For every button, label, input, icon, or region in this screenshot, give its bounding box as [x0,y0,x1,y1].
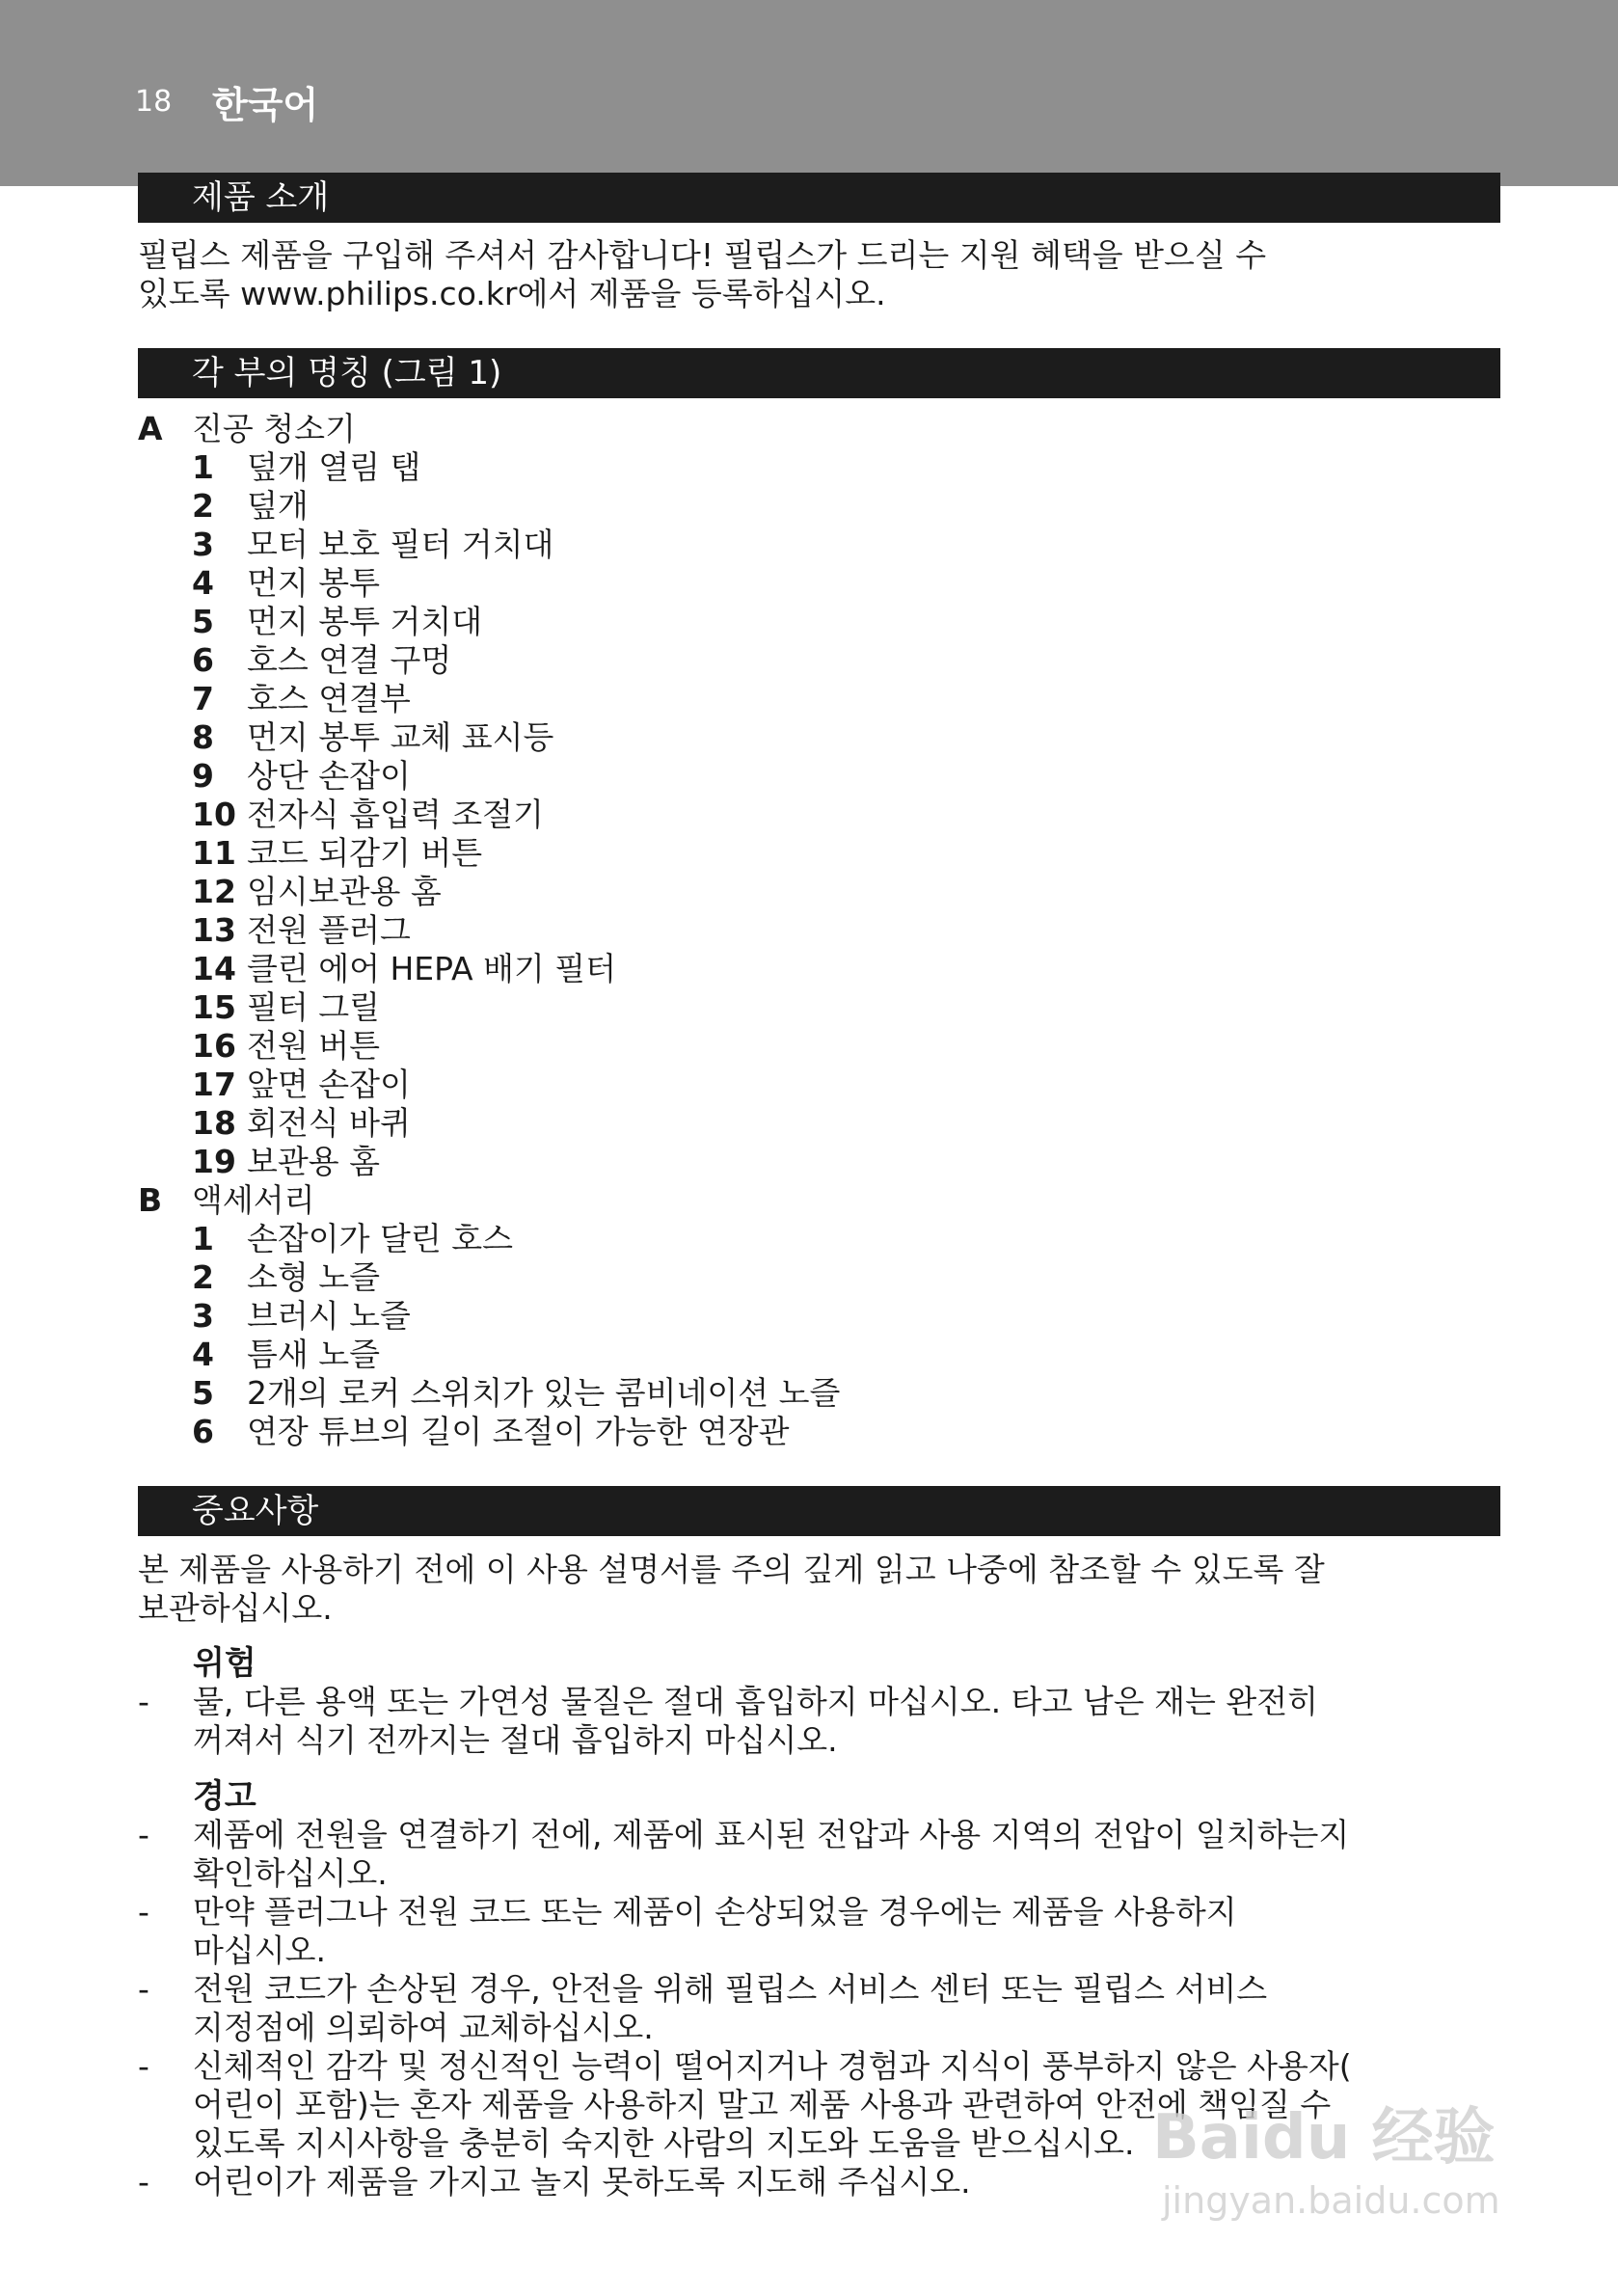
item-label: 보관용 홈 [247,1143,381,1180]
item-label: 회전식 바퀴 [247,1104,411,1142]
item-label: 전원 플러그 [247,911,411,949]
item-number: 5 [192,603,214,640]
item-number: 2 [192,487,214,525]
item-label: 임시보관용 홈 [247,873,442,910]
intro-line: 있도록 www.philips.co.kr에서 제품을 등록하십시오. [138,275,886,312]
item-number: 17 [192,1066,236,1103]
bullet-marker: - [138,1816,149,1853]
bullet-text [193,1816,1507,1893]
list-item [138,1297,1488,1336]
bullet-text [193,1970,1507,2047]
list-item [138,680,1488,718]
watermark-brand: Baidu 经验 [1152,2102,1496,2174]
intro-paragraph [138,236,1507,313]
watermark-url: jingyan.baidu.com [1162,2179,1500,2222]
item-label: 소형 노즐 [247,1258,381,1296]
parts-group-b [138,1181,1488,1220]
list-item [138,487,1488,526]
item-label: 연장 튜브의 길이 조절이 가능한 연장관 [247,1413,790,1450]
item-number: 11 [192,834,236,872]
section-heading-important: 중요사항 [138,1486,1500,1536]
bullet-item [138,1816,1507,1893]
item-number: 19 [192,1143,236,1180]
list-item [138,911,1488,950]
bullet-line: 지정점에 의뢰하여 교체하십시오. [193,2009,654,2046]
item-number: 1 [192,448,214,486]
item-label: 클린 에어 HEPA 배기 필터 [247,950,617,987]
bullet-marker: - [138,2163,149,2201]
bullet-marker: - [138,1970,149,2008]
list-item [138,834,1488,873]
bullet-line: 제품에 전원을 연결하기 전에, 제품에 표시된 전압과 사용 지역의 전압이 일치하는지 [193,1816,1350,1853]
section-heading-intro: 제품 소개 [138,173,1500,223]
important-line: 본 제품을 사용하기 전에 이 사용 설명서를 주의 깊게 읽고 나중에 참조할 수 있도록 잘 [138,1551,1325,1588]
group-letter: A [138,410,163,447]
list-item [138,1143,1488,1181]
item-label: 필터 그릴 [247,988,381,1026]
list-item [138,1220,1488,1258]
parts-list [138,410,1488,1451]
language-title: 한국어 [212,84,319,126]
bullet-item [138,1683,1507,1760]
list-item [138,873,1488,911]
item-label: 호스 연결 구멍 [247,641,452,679]
list-item [138,1066,1488,1104]
item-label: 틈새 노즐 [247,1336,381,1373]
warning-heading: 경고 [193,1777,256,1816]
list-item [138,950,1488,988]
parts-group-a [138,410,1488,448]
bullet-line: 신체적인 감각 및 정신적인 능력이 떨어지거나 경험과 지식이 풍부하지 않은 사용자( [193,2047,1352,2085]
bullet-line: 꺼져서 식기 전까지는 절대 흡입하지 마십시오. [193,1721,838,1759]
item-number: 16 [192,1027,236,1065]
item-number: 2 [192,1258,214,1296]
list-item [138,1413,1488,1451]
item-number: 18 [192,1104,236,1142]
item-label: 먼지 봉투 거치대 [247,603,483,640]
list-item [138,448,1488,487]
item-number: 4 [192,564,214,602]
group-label: 액세서리 [192,1181,315,1219]
bullet-line: 마십시오. [193,1931,327,1969]
list-item [138,757,1488,796]
bullet-line: 있도록 지시사항을 충분히 숙지한 사람의 지도와 도움을 받으십시오. [193,2124,1135,2162]
item-number: 3 [192,1297,214,1335]
item-number: 9 [192,757,214,795]
item-number: 4 [192,1336,214,1373]
group-letter: B [138,1181,163,1219]
item-number: 14 [192,950,236,987]
list-item [138,718,1488,757]
bullet-line: 전원 코드가 손상된 경우, 안전을 위해 필립스 서비스 센터 또는 필립스 서비스 [193,1970,1268,2008]
bullet-item [138,1893,1507,1970]
bullet-marker: - [138,1683,149,1720]
item-number: 7 [192,680,214,717]
item-number: 13 [192,911,236,949]
bullet-item [138,1970,1507,2047]
item-label: 손잡이가 달린 호스 [247,1220,514,1257]
list-item [138,603,1488,641]
list-item [138,526,1488,564]
bullet-marker: - [138,2047,149,2085]
page-number: 18 [135,85,173,119]
list-item [138,1258,1488,1297]
bullet-line: 어린이 포함)는 혼자 제품을 사용하지 말고 제품 사용과 관련하여 안전에 책임질 수 [193,2086,1332,2123]
list-item [138,564,1488,603]
item-number: 1 [192,1220,214,1257]
item-label: 모터 보호 필터 거치대 [247,526,554,563]
danger-heading: 위험 [193,1644,256,1683]
item-number: 15 [192,988,236,1026]
item-label: 전자식 흡입력 조절기 [247,796,544,833]
important-paragraph [138,1551,1507,1628]
list-item [138,1336,1488,1374]
list-item [138,796,1488,834]
item-label: 2개의 로커 스위치가 있는 콤비네이션 노즐 [247,1374,841,1412]
item-number: 6 [192,641,214,679]
item-label: 상단 손잡이 [247,757,411,795]
list-item [138,1374,1488,1413]
list-item [138,641,1488,680]
group-label: 진공 청소기 [192,410,356,447]
bullet-line: 만약 플러그나 전원 코드 또는 제품이 손상되었을 경우에는 제품을 사용하지 [193,1893,1237,1931]
item-label: 먼지 봉투 [247,564,381,602]
item-label: 덮개 [247,487,309,525]
item-number: 6 [192,1413,214,1450]
item-number: 10 [192,796,236,833]
list-item [138,988,1488,1027]
item-number: 8 [192,718,214,756]
item-number: 5 [192,1374,214,1412]
item-label: 먼지 봉투 교체 표시등 [247,718,554,756]
item-label: 앞면 손잡이 [247,1066,411,1103]
bullet-marker: - [138,1893,149,1931]
danger-list [138,1683,1507,1760]
item-label: 덮개 열림 탭 [247,448,421,486]
important-line: 보관하십시오. [138,1589,333,1627]
item-label: 코드 되감기 버튼 [247,834,483,872]
section-heading-parts: 각 부의 명칭 (그림 1) [138,348,1500,398]
bullet-line: 물, 다른 용액 또는 가연성 물질은 절대 흡입하지 마십시오. 타고 남은 재는 완전히 [193,1683,1318,1720]
list-item [138,1104,1488,1143]
item-label: 브러시 노즐 [247,1297,411,1335]
item-number: 12 [192,873,236,910]
intro-line: 필립스 제품을 구입해 주셔서 감사합니다! 필립스가 드리는 지원 혜택을 받으실 수 [138,236,1267,274]
bullet-line: 어린이가 제품을 가지고 놀지 못하도록 지도해 주십시오. [193,2163,971,2201]
bullet-text [193,1683,1507,1760]
item-number: 3 [192,526,214,563]
item-label: 호스 연결부 [247,680,411,717]
item-label: 전원 버튼 [247,1027,381,1065]
list-item [138,1027,1488,1066]
bullet-line: 확인하십시오. [193,1854,388,1892]
baidu-jingyan-watermark [1143,2083,1528,2237]
bullet-text [193,1893,1507,1970]
